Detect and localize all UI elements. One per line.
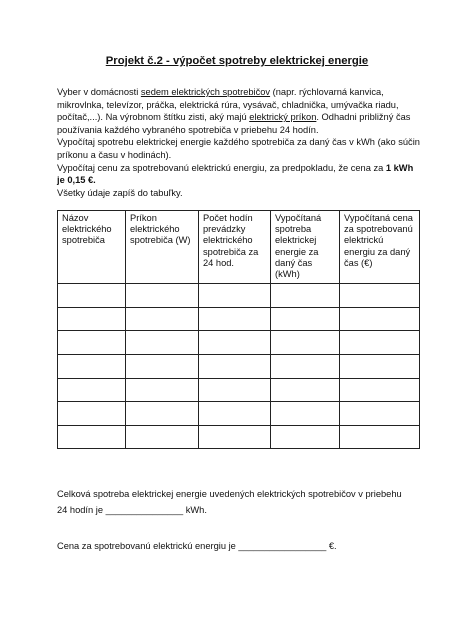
intro-text: Vyber v domácnosti (57, 87, 141, 97)
table-cell[interactable] (199, 355, 271, 379)
table-cell[interactable] (340, 425, 420, 449)
header-appliance-name: Názov elektrického spotrebiča (58, 211, 126, 284)
table-cell[interactable] (340, 284, 420, 308)
table-cell[interactable] (271, 402, 340, 426)
underlined-phrase: sedem elektrických spotrebičov (140, 87, 271, 97)
total-consumption-line-2: 24 hodín je _______________ kWh. (57, 505, 207, 515)
assignment-text (57, 86, 422, 199)
table-row (58, 355, 420, 379)
table-cell[interactable] (126, 307, 199, 331)
table-header-row (58, 211, 420, 284)
header-power: Príkon elektrického spotrebiča (W) (126, 211, 199, 284)
underlined-phrase: elektrický príkon (249, 112, 317, 123)
header-price: Vypočítaná cena za spotrebovanú elektrickú energiu za daný čas (€) (340, 211, 420, 284)
total-price-line: Cena za spotrebovanú elektrickú energiu je _________________ €. (57, 541, 337, 551)
table-cell[interactable] (199, 284, 271, 308)
table-row (58, 284, 420, 308)
table-cell[interactable] (58, 378, 126, 402)
table-cell[interactable] (58, 425, 126, 449)
table-cell[interactable] (58, 331, 126, 355)
table-row (58, 425, 420, 449)
total-consumption-line-1: Celková spotreba elektrickej energie uvedených elektrických spotrebičov v priebehu (57, 489, 402, 499)
intro-text: (napr. rýchlovarná kanvica, mikrovlnka, televízor, práčka, elektrická rúra, vysávač, chladnička, umývačka riadu, počítač,...). Na výrobnom štítku zisti, aký majú (57, 87, 399, 123)
consumption-table (57, 210, 420, 449)
price-instruction: Vypočítaj cenu za spotrebovanú elektrickú energiu, za predpokladu, že cena za (57, 162, 386, 173)
table-row (58, 307, 420, 331)
table-cell[interactable] (340, 378, 420, 402)
table-cell[interactable] (271, 355, 340, 379)
table-cell[interactable] (199, 307, 271, 331)
table-cell[interactable] (340, 402, 420, 426)
table-cell[interactable] (126, 425, 199, 449)
table-cell[interactable] (126, 284, 199, 308)
table-instruction: Všetky údaje zapíš do tabuľky. (57, 187, 183, 198)
header-consumption: Vypočítaná spotreba elektrickej energie za daný čas (kWh) (271, 211, 340, 284)
table-cell[interactable] (271, 331, 340, 355)
table-row (58, 402, 420, 426)
table-cell[interactable] (58, 402, 126, 426)
price-per-kwh: 1 kWh je 0,15 €. (57, 162, 414, 186)
table-row (58, 331, 420, 355)
table-cell[interactable] (58, 284, 126, 308)
table-cell[interactable] (340, 331, 420, 355)
consumption-instruction: Vypočítaj spotrebu elektrickej energie každého spotrebiča za daný čas v kWh (ako súčin príkonu a času v hodinách). (57, 137, 420, 160)
table-cell[interactable] (271, 284, 340, 308)
intro-text: . Odhadni približný čas používania každého vybraného spotrebiča v priebehu 24 hodín. (57, 112, 411, 135)
table-cell[interactable] (340, 307, 420, 331)
table-cell[interactable] (271, 378, 340, 402)
table-cell[interactable] (58, 355, 126, 379)
table-row (58, 378, 420, 402)
table-cell[interactable] (199, 331, 271, 355)
table-cell[interactable] (340, 355, 420, 379)
table-cell[interactable] (199, 402, 271, 426)
table-cell[interactable] (126, 378, 199, 402)
table-cell[interactable] (199, 425, 271, 449)
table-cell[interactable] (199, 378, 271, 402)
table-cell[interactable] (271, 307, 340, 331)
header-hours: Počet hodín prevádzky elektrického spotrebiča za 24 hod. (199, 211, 271, 284)
table-cell[interactable] (126, 355, 199, 379)
table-cell[interactable] (126, 402, 199, 426)
table-cell[interactable] (271, 425, 340, 449)
document-title: Projekt č.2 - výpočet spotreby elektrickej energie (105, 55, 369, 67)
table-cell[interactable] (58, 307, 126, 331)
table-cell[interactable] (126, 331, 199, 355)
